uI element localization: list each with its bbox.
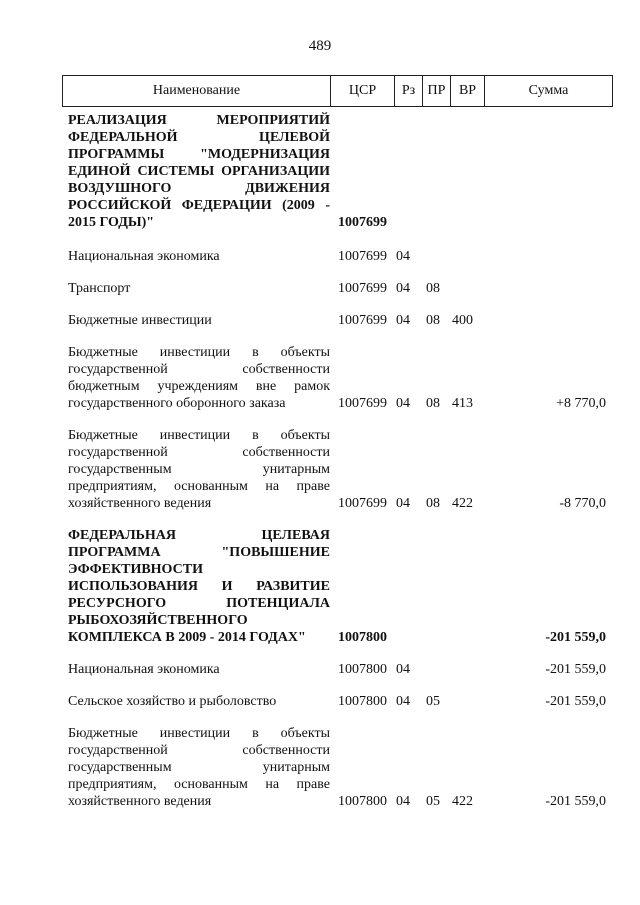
row-sum: -201 559,0 [545, 694, 606, 709]
table-row [62, 427, 612, 512]
row-name: Бюджетные инвестиции в объекты государственной собственности государственным унитарным предприятиям, основанным на праве хозяйственного ведения [68, 428, 330, 511]
row-vr: 422 [452, 496, 473, 511]
row-name: Бюджетные инвестиции в объекты государственной собственности бюджетным учреждениям вне рамок государственного оборонного заказа [68, 345, 330, 411]
header-name: Наименование [63, 76, 331, 107]
table-row [62, 280, 612, 297]
row-name: ФЕДЕРАЛЬНАЯ ЦЕЛЕВАЯ ПРОГРАММА "ПОВЫШЕНИЕ ЭФФЕКТИВНОСТИ ИСПОЛЬЗОВАНИЯ И РАЗВИТИЕ РЕСУРСНОГО ПОТЕНЦИАЛА РЫБОХОЗЯЙСТВЕННОГО КОМПЛЕКСА В 2009 - 2014 ГОДАХ" [68, 528, 330, 645]
table-body [62, 109, 612, 810]
table-row [62, 725, 612, 810]
header-pr: ПР [423, 76, 451, 107]
row-csr: 1007800 [338, 662, 387, 677]
row-vr: 413 [452, 396, 473, 411]
row-pr: 08 [426, 496, 440, 511]
row-csr: 1007800 [338, 630, 387, 645]
row-sum: -8 770,0 [559, 496, 606, 511]
table-row [62, 344, 612, 412]
row-rz: 04 [396, 694, 410, 709]
table-row [62, 527, 612, 646]
row-name: Национальная экономика [68, 662, 220, 677]
row-rz: 04 [396, 249, 410, 264]
table-row [62, 112, 612, 231]
row-rz: 04 [396, 496, 410, 511]
row-rz: 04 [396, 794, 410, 809]
row-pr: 08 [426, 281, 440, 296]
row-rz: 04 [396, 396, 410, 411]
row-csr: 1007800 [338, 794, 387, 809]
row-csr: 1007800 [338, 694, 387, 709]
header-vr: ВР [451, 76, 485, 107]
row-vr: 400 [452, 313, 473, 328]
header-csr: ЦСР [331, 76, 395, 107]
page-number: 489 [308, 38, 332, 54]
row-sum: +8 770,0 [556, 396, 606, 411]
row-name: Бюджетные инвестиции [68, 313, 212, 328]
table-row [62, 248, 612, 265]
row-rz: 04 [396, 281, 410, 296]
row-sum: -201 559,0 [545, 630, 606, 645]
row-pr: 08 [426, 396, 440, 411]
row-name: РЕАЛИЗАЦИЯ МЕРОПРИЯТИЙ ФЕДЕРАЛЬНОЙ ЦЕЛЕВОЙ ПРОГРАММЫ "МОДЕРНИЗАЦИЯ ЕДИНОЙ СИСТЕМЫ ОРГАНИЗАЦИИ ВОЗДУШНОГО ДВИЖЕНИЯ РОССИЙСКОЙ ФЕДЕРАЦИИ (2009 - 2015 ГОДЫ)" [68, 113, 330, 230]
row-name: Национальная экономика [68, 249, 220, 264]
row-pr: 05 [426, 794, 440, 809]
row-name: Транспорт [68, 281, 131, 296]
row-sum: -201 559,0 [545, 662, 606, 677]
row-pr: 05 [426, 694, 440, 709]
row-vr: 422 [452, 794, 473, 809]
row-name: Сельское хозяйство и рыболовство [68, 694, 277, 709]
table-row [62, 693, 612, 710]
table-row [62, 661, 612, 678]
table-header [62, 75, 613, 107]
table-row [62, 312, 612, 329]
row-csr: 1007699 [338, 396, 387, 411]
header-sum: Сумма [485, 76, 613, 107]
row-csr: 1007699 [338, 215, 387, 230]
row-pr: 08 [426, 313, 440, 328]
row-rz: 04 [396, 313, 410, 328]
row-rz: 04 [396, 662, 410, 677]
row-sum: -201 559,0 [545, 794, 606, 809]
row-name: Бюджетные инвестиции в объекты государственной собственности государственным унитарным предприятиям, основанным на праве хозяйственного ведения [68, 726, 330, 809]
row-csr: 1007699 [338, 249, 387, 264]
header-rz: Рз [395, 76, 423, 107]
row-csr: 1007699 [338, 313, 387, 328]
row-csr: 1007699 [338, 281, 387, 296]
row-csr: 1007699 [338, 496, 387, 511]
